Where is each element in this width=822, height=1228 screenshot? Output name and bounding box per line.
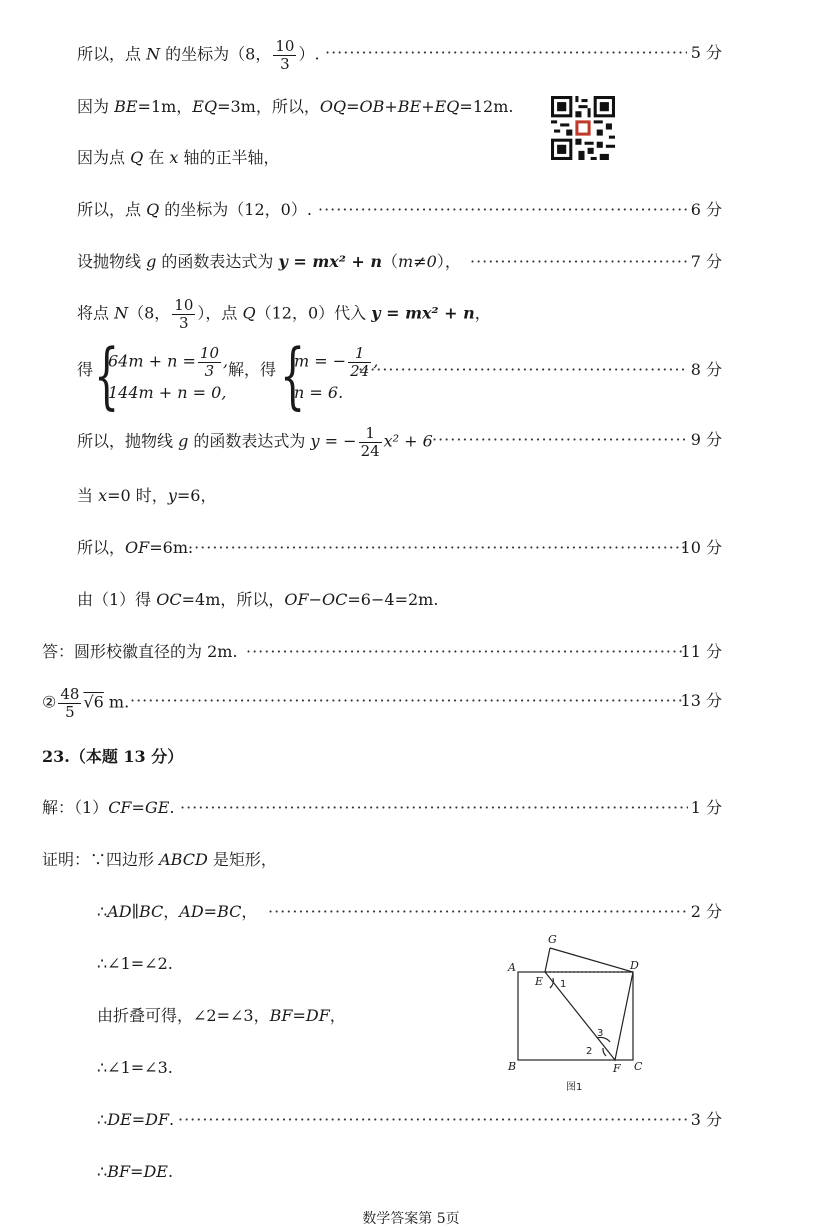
sqrt-expression: √6 (83, 692, 104, 712)
answer-line-9 (0, 481, 822, 511)
text-segment: 所以，点 (77, 200, 147, 219)
score-label: 11 分 (680, 642, 722, 661)
text-segment: （12，0）代入 (255, 303, 372, 323)
text-segment: =4m，所以， (181, 590, 285, 609)
leader-dots (246, 637, 686, 667)
line-text (77, 247, 461, 277)
leader-dots (358, 355, 687, 385)
answer-line-7 (0, 333, 822, 417)
line-text (97, 1157, 173, 1187)
math-var: Q (146, 200, 160, 219)
line-text (42, 793, 175, 823)
answer-line-15 (0, 793, 822, 823)
text-segment: =6， (176, 486, 217, 505)
math-var: OQ (319, 97, 347, 116)
answer-line-13 (0, 685, 822, 721)
text-segment: = (203, 902, 218, 921)
score-label: 9 分 (690, 430, 722, 449)
answer-line-11 (0, 585, 822, 615)
angle-label-3: 3 (597, 1028, 604, 1039)
leader-dots (188, 533, 688, 563)
math-var: DE (143, 1162, 168, 1181)
score-label: 3 分 (690, 1110, 722, 1129)
text-segment: 是矩形， (207, 850, 277, 869)
angle-2-arc (603, 1048, 606, 1056)
text-segment: , (223, 351, 229, 371)
angle-label-2: 2 (586, 1046, 593, 1057)
math-var: g (178, 431, 189, 451)
leader-dots (268, 897, 688, 927)
fraction-numerator: 10 (199, 344, 219, 362)
brace-icon: { (94, 333, 120, 417)
math-var: N (146, 44, 161, 64)
answer-line-12 (0, 637, 822, 667)
answer-line-4 (0, 195, 822, 225)
fraction-numerator: 1 (359, 425, 382, 443)
text-segment: = (130, 1162, 144, 1181)
text-segment: ， (474, 303, 491, 323)
text-segment: = (292, 1006, 306, 1025)
math-var: g (146, 252, 157, 271)
leader-dots (318, 195, 688, 225)
equation-rows (108, 345, 228, 409)
text-segment: 解，得 (228, 360, 277, 379)
math-var: x (169, 148, 179, 167)
text-segment: ② (42, 692, 57, 712)
leader-dots (432, 425, 687, 455)
fraction-denominator: 5 (65, 702, 75, 721)
parallel-symbol: ∥ (131, 902, 139, 921)
answer-line-21 (0, 1105, 822, 1135)
text-segment: 解：（1） (42, 798, 109, 817)
line-text (77, 143, 280, 173)
fraction-denominator: 3 (280, 54, 290, 73)
answer-line-8 (0, 424, 822, 460)
text-segment: 得 (77, 360, 94, 379)
leader-dots (325, 38, 687, 68)
math-var: ABCD (159, 850, 208, 869)
text-segment: 证明：∵四边形 (42, 850, 160, 869)
score-label: 2 分 (690, 902, 722, 921)
score-label: 5 分 (690, 43, 722, 62)
line-text (77, 425, 433, 459)
line-text (42, 845, 277, 875)
math-var: OF (284, 590, 309, 609)
leader-dots (130, 686, 686, 716)
line-text: ∴∠1=∠2. (97, 954, 173, 973)
text-segment: 因为 (77, 97, 115, 116)
text-segment: − (308, 590, 323, 609)
math-var: Q (242, 303, 256, 323)
math-var: BE (114, 97, 138, 116)
text-segment: + (421, 97, 435, 116)
text-segment: （8， (128, 303, 171, 323)
point-label-d: D (630, 959, 639, 972)
score-label: 13 分 (680, 691, 722, 710)
text-segment: + (384, 97, 398, 116)
math-var: CF (108, 798, 132, 817)
text-segment: ），点 (197, 303, 243, 323)
point-label-a: A (508, 961, 516, 974)
score-label: 6 分 (690, 200, 722, 219)
line-text (97, 897, 257, 927)
page-footer: 数学答案第 5页 (362, 1211, 460, 1227)
text-segment: 当 (77, 486, 99, 505)
math-var: EQ (434, 97, 460, 116)
line-text (42, 742, 183, 772)
text-segment: . (169, 798, 175, 817)
math-var: BC (217, 902, 242, 921)
brace-icon: { (280, 333, 306, 417)
text-segment: m. (103, 692, 130, 712)
answer-line-3 (0, 143, 822, 173)
text-segment: 的坐标为（8， (160, 44, 272, 64)
formula: x² + 6 (383, 431, 433, 451)
question-header (0, 742, 822, 772)
text-segment: 将点 (77, 303, 115, 323)
text-segment: ∴ (97, 902, 108, 921)
answer-line-2 (0, 92, 822, 122)
math-var: DE (107, 1110, 132, 1129)
answer-line-6 (0, 296, 822, 332)
math-var: OF (125, 538, 150, 557)
text-segment: ∴ (97, 1110, 108, 1129)
point-label-g: G (548, 933, 557, 946)
text-segment: = (131, 1110, 146, 1129)
fraction-denominator: 24 (350, 361, 370, 380)
answer-line-1 (0, 37, 822, 73)
formula: y = mx² + n (371, 303, 475, 323)
score-label: 7 分 (690, 252, 722, 271)
line-text (77, 297, 491, 331)
text-segment: . (167, 1162, 174, 1181)
text-segment: 所以， (77, 538, 126, 557)
equation-row (108, 344, 229, 380)
fraction (359, 425, 382, 459)
math-var: m≠0 (398, 252, 437, 271)
answer-line-16 (0, 845, 822, 875)
text-segment: 在 (143, 148, 170, 167)
text-segment: = (346, 97, 360, 116)
math-var: EQ (192, 97, 218, 116)
text-segment: 因为点 (77, 148, 131, 167)
fraction-numerator: 10 (174, 296, 194, 314)
text-segment: = (131, 798, 145, 817)
formula: y = − (310, 431, 357, 451)
math-var: GE (144, 798, 170, 817)
answer-line-20 (0, 1053, 822, 1083)
math-var: BE (397, 97, 422, 116)
line-text (97, 1001, 346, 1031)
point-label-b: B (508, 1060, 517, 1073)
line-text (77, 38, 320, 72)
answer-line-22 (0, 1157, 822, 1187)
math-var: OB (359, 97, 385, 116)
text-segment: 设抛物线 (77, 252, 147, 271)
formula: y = mx² + n (278, 252, 383, 271)
fraction-denominator: 3 (204, 361, 215, 380)
math-var: y (167, 486, 177, 505)
answer-line-17 (0, 897, 822, 927)
fraction (198, 345, 221, 379)
text-segment: =3m，所以， (217, 97, 320, 116)
line-text (77, 481, 216, 511)
line-text (97, 1105, 174, 1135)
math-var: N (114, 303, 129, 323)
text-segment: =6−4=2m. (347, 590, 439, 609)
fraction (58, 686, 81, 720)
point-label-e: E (535, 975, 544, 988)
geometry-figure (500, 930, 660, 1100)
math-var: OC (156, 590, 182, 609)
text-segment: =6m. (149, 538, 194, 557)
leader-dots (470, 247, 687, 277)
leader-dots (178, 1105, 688, 1135)
point-label-c: C (634, 1060, 643, 1073)
score-label: 8 分 (690, 360, 722, 379)
score-label: 1 分 (690, 798, 722, 817)
math-var: AD (107, 902, 132, 921)
equation-row: n = 6. (294, 383, 344, 402)
text-segment: 的函数表达式为 (156, 252, 279, 271)
fraction-numerator: 10 (275, 37, 295, 55)
math-var: x (98, 486, 108, 505)
fraction-numerator: 1 (348, 345, 371, 363)
text-segment: ）， (436, 252, 461, 271)
answer-line-19 (0, 1001, 822, 1031)
question-points: （本题 13 分） (69, 747, 184, 766)
text-segment: 由（1）得 (77, 590, 157, 609)
math-var: BC (138, 902, 164, 921)
math-var: DF (305, 1006, 330, 1025)
score-label: 10 分 (680, 538, 722, 557)
text-segment: （ (382, 252, 399, 271)
text-segment: 轴的正半轴， (178, 148, 280, 167)
text-segment: ， (163, 902, 180, 921)
answer-line-18 (0, 949, 822, 979)
text-segment: . (169, 1110, 175, 1129)
line-text (77, 533, 193, 563)
line-text (77, 195, 312, 225)
fraction (172, 297, 195, 331)
text-segment: 所以，抛物线 (77, 431, 179, 451)
point-label-f: F (613, 1062, 621, 1075)
folded-triangle (545, 948, 633, 1060)
text-segment: ， (241, 902, 258, 921)
question-number: 23. (42, 747, 70, 766)
answer-line-10 (0, 533, 822, 563)
text-segment: 由折叠可得，∠2=∠3， (97, 1006, 270, 1025)
math-var: BF (107, 1162, 131, 1181)
line-text (77, 585, 438, 615)
text-segment: , (373, 351, 379, 371)
text-segment: ， (329, 1006, 346, 1025)
text-segment: 的函数表达式为 (188, 431, 311, 451)
line-text: ∴∠1=∠3. (97, 1058, 173, 1077)
text-segment: =12m. (459, 97, 514, 116)
fraction-denominator: 3 (179, 313, 189, 332)
angle-label-1: 1 (560, 979, 567, 990)
text-segment: m = − (294, 351, 347, 371)
math-var: Q (130, 148, 144, 167)
text-segment: ∴ (97, 1162, 108, 1181)
figure-caption: 图1 (566, 1082, 583, 1093)
text-segment: 所以，点 (77, 44, 147, 64)
line-text (42, 686, 129, 720)
math-var: BF (269, 1006, 293, 1025)
text-segment: 64m + n = (108, 351, 196, 371)
answer-line-5 (0, 247, 822, 277)
fraction-denominator: 24 (360, 441, 380, 460)
text-segment: =0 时， (107, 486, 168, 505)
line-text (77, 92, 513, 122)
text-segment: =1m， (137, 97, 193, 116)
math-var: AD (179, 902, 204, 921)
line-text: 答：圆形校徽直径的为 2m. (42, 642, 238, 661)
fraction (273, 38, 296, 72)
math-var: OC (322, 590, 348, 609)
equation-row: 144m + n = 0, (108, 383, 227, 402)
math-var: DF (145, 1110, 170, 1129)
fraction-numerator: 48 (60, 685, 80, 703)
leader-dots (180, 793, 688, 823)
text-segment: 的坐标为（12，0）. (159, 200, 312, 219)
text-segment: ）. (298, 44, 320, 64)
